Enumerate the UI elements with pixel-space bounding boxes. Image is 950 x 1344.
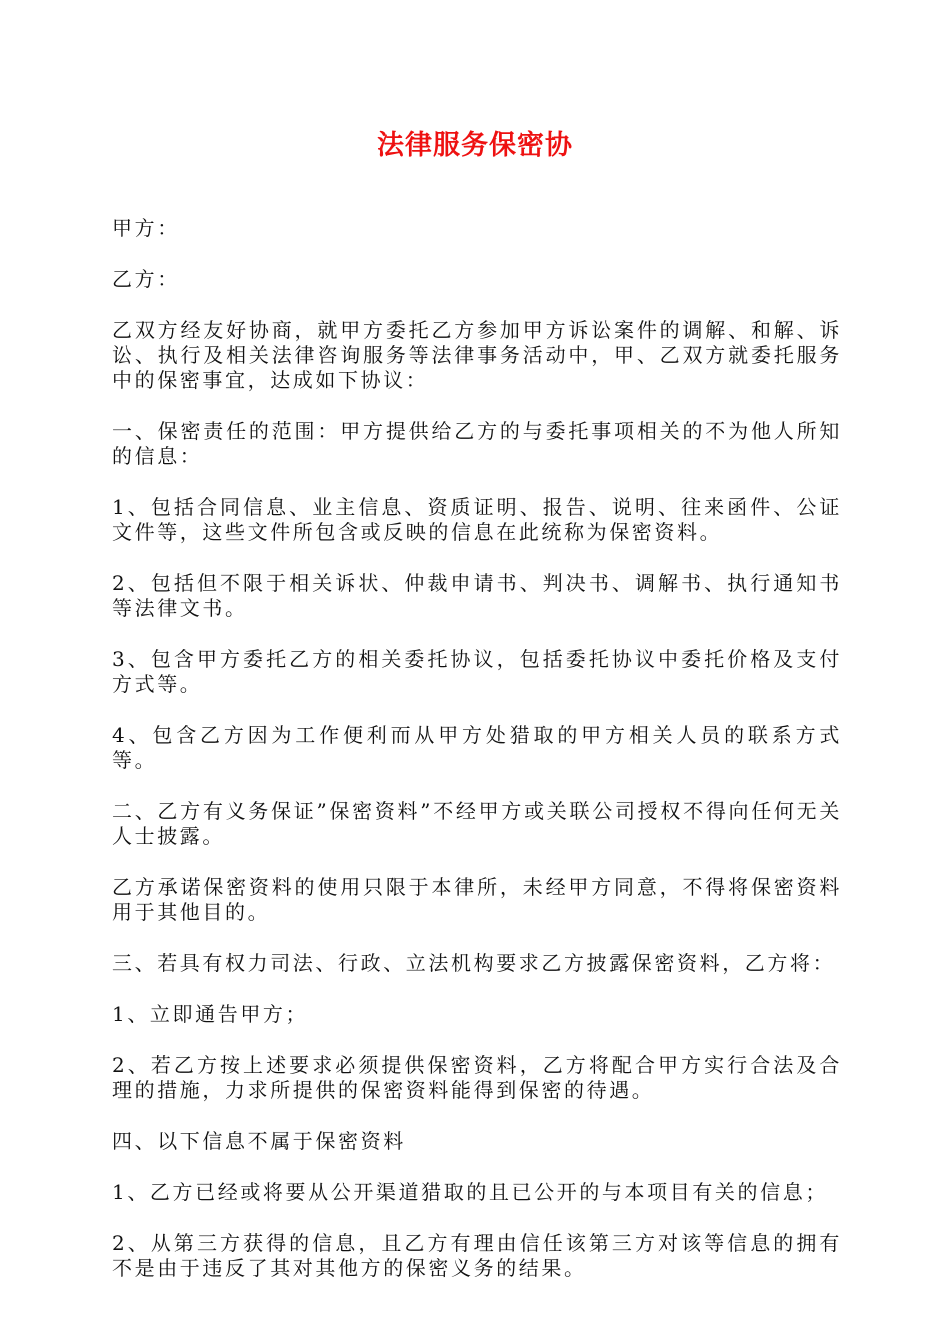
party-b-line: 乙方： xyxy=(112,267,180,291)
section-4-item-2: 2、从第三方获得的信息，且乙方有理由信任该第三方对该等信息的拥有不是由于违反了其对其他方的保密义务的结果。 xyxy=(112,1231,842,1280)
section-4-item-1: 1、乙方已经或将要从公开渠道猎取的且已公开的与本项目有关的信息； xyxy=(112,1180,828,1204)
section-2-heading: 二、乙方有义务保证”保密资料”不经甲方或关联公司授权不得向任何无关人士披露。 xyxy=(112,799,842,848)
section-1-item-1: 1、包括合同信息、业主信息、资质证明、报告、说明、往来函件、公证文件等，这些文件所包含或反映的信息在此统称为保密资料。 xyxy=(112,495,842,544)
section-1-item-4: 4、包含乙方因为工作便利而从甲方处猎取的甲方相关人员的联系方式等。 xyxy=(112,723,842,772)
section-1-heading: 一、保密责任的范围：甲方提供给乙方的与委托事项相关的不为他人所知的信息： xyxy=(112,419,842,468)
section-1-item-2: 2、包括但不限于相关诉状、仲裁申请书、判决书、调解书、执行通知书等法律文书。 xyxy=(112,571,842,620)
section-2-paragraph: 乙方承诺保密资料的使用只限于本律所，未经甲方同意，不得将保密资料用于其他目的。 xyxy=(112,875,842,924)
document-body xyxy=(112,216,842,1307)
section-1-item-3: 3、包含甲方委托乙方的相关委托协议，包括委托协议中委托价格及支付方式等。 xyxy=(112,647,842,696)
section-3-heading: 三、若具有权力司法、行政、立法机构要求乙方披露保密资料，乙方将： xyxy=(112,951,836,975)
document-title: 法律服务保密协 xyxy=(377,130,573,161)
preamble-paragraph: 乙双方经友好协商，就甲方委托乙方参加甲方诉讼案件的调解、和解、诉讼、执行及相关法律咨询服务等法律事务活动中，甲、乙双方就委托服务中的保密事宜，达成如下协议： xyxy=(112,318,842,392)
section-4-heading: 四、以下信息不属于保密资料 xyxy=(112,1129,406,1153)
section-3-item-2: 2、若乙方按上述要求必须提供保密资料，乙方将配合甲方实行合法及合理的措施，力求所提供的保密资料能得到保密的待遇。 xyxy=(112,1053,842,1102)
party-a-line: 甲方： xyxy=(112,216,180,240)
section-3-item-1: 1、立即通告甲方； xyxy=(112,1002,309,1026)
